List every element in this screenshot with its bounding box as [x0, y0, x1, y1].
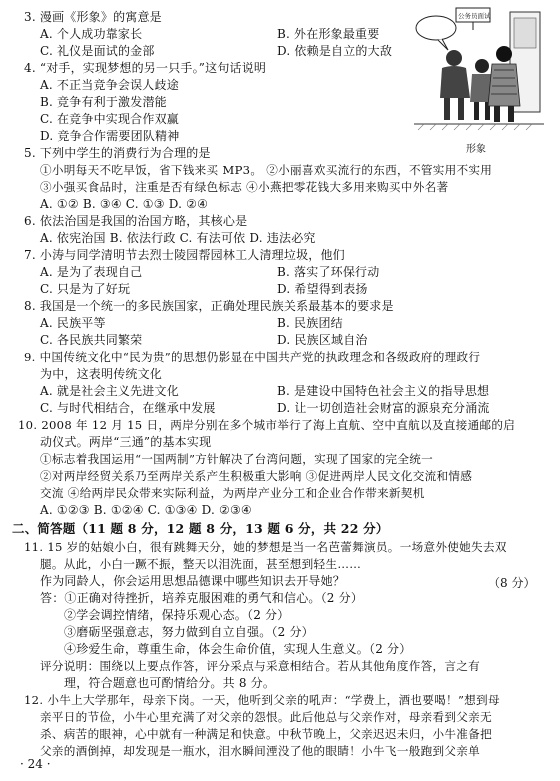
q8-option-a: A. 民族平等: [40, 316, 106, 330]
q4-option-d: D. 竞争合作需要团队精神: [40, 129, 180, 143]
q11-question: 作为同龄人，你会运用思想品德课中哪些知识去开导她？: [40, 574, 346, 588]
q4-stem: 4. “对手，实现梦想的另一只手。”这句话说明: [24, 61, 267, 75]
q12-text-4: 父亲的酒倒掉，却发现是一瓶水，泪水瞬间湮没了他的眼睛！小牛飞一般跑到父亲单: [40, 744, 481, 758]
q9-option-a: A. 就是社会主义先进文化: [40, 384, 179, 398]
q10-options: A. ①②③ B. ①②④ C. ①③④ D. ②③④: [40, 503, 252, 517]
cartoon-illustration: [414, 6, 544, 134]
q9-stem-2: 为中，这表明传统文化: [40, 367, 163, 381]
q5-options: A. ①② B. ③④ C. ①③ D. ②④: [40, 197, 209, 211]
q3-option-b: B. 外在形象最重要: [277, 27, 380, 41]
section-2-header: 二、简答题（11 题 8 分，12 题 8 分，13 题 6 分，共 22 分）: [12, 521, 389, 536]
q11-answer-3: ④珍爱生命，尊重生命，体会生命价值，实现人生意义。（2 分）: [64, 642, 412, 656]
q12-text-3: 杀、病苦的眼神，心中就有一种满足和快意。中秋节晚上，父亲迟迟未归，小牛准备把: [40, 727, 492, 741]
q11-scoring-note-1: 评分说明：围绕以上要点作答，评分采点与采意相结合。若从其他角度作答，言之有: [40, 659, 481, 673]
q12-text-1: 12. 小牛上大学那年，母亲下岗。一天，他听到父亲的吼声：“学费上，酒也要喝！”想到母: [24, 693, 500, 707]
q4-option-c: C. 在竞争中实现合作双赢: [40, 112, 179, 126]
q5-line-2: ③小强买食品时，注重是否有绿色标志 ④小燕把零花钱大多用来购买中外名著: [40, 180, 449, 194]
q3-option-d: D. 依赖是自立的大敌: [277, 44, 393, 58]
q11-text-1: 11. 15 岁的姑娘小白，很有跳舞天分，她的梦想是当一名芭蕾舞演员。一场意外使她失去双: [24, 540, 507, 554]
q9-stem-1: 9. 中国传统文化中“民为贵”的思想仍影显在中国共产党的执政理念和各级政府的理政行: [24, 350, 481, 364]
q10-stem-2: 动仪式。两岸“三通”的基本实现: [40, 435, 212, 449]
q7-option-d: D. 希望得到表扬: [277, 282, 368, 296]
q3-stem: 3. 漫画《形象》的寓意是: [24, 10, 162, 24]
q11-answer-2: ③磨砺坚强意志，努力做到自立自强。（2 分）: [64, 625, 314, 639]
q8-option-b: B. 民族团结: [277, 316, 343, 330]
q8-stem: 8. 我国是一个统一的多民族国家，正确处理民族关系最基本的要求是: [24, 299, 394, 313]
page-number: · 24 ·: [20, 757, 51, 771]
q3-option-a: A. 个人成功靠家长: [40, 27, 143, 41]
q11-scoring-note-2: 理，符合题意也可酌情给分。共 8 分。: [64, 676, 276, 690]
q8-option-d: D. 民族区域自治: [277, 333, 368, 347]
q9-option-d: D. 让一切创造社会财富的源泉充分涌流: [277, 401, 490, 415]
q7-option-c: C. 只是为了好玩: [40, 282, 131, 296]
q7-option-a: A. 是为了表现自己: [40, 265, 143, 279]
q7-option-b: B. 落实了环保行动: [277, 265, 380, 279]
q6-stem: 6. 依法治国是我国的治国方略，其核心是: [24, 214, 248, 228]
q3-option-c: C. 礼仪是面试的金部: [40, 44, 155, 58]
q5-line-1: ①小明每天不吃早饭，省下钱来买 MP3。 ②小丽喜欢买流行的东西，不管实用不实用: [40, 163, 493, 177]
q7-stem: 7. 小涛与同学清明节去烈士陵园帮园林工人清理垃圾，他们: [24, 248, 345, 262]
q9-option-c: C. 与时代相结合，在继承中发展: [40, 401, 216, 415]
q4-option-a: A. 不正当竞争会误人歧途: [40, 78, 179, 92]
q9-option-b: B. 是建设中国特色社会主义的指导思想: [277, 384, 490, 398]
q12-text-2: 亲平日的节俭，小牛心里充满了对父亲的怨恨。此后他总与父亲作对，母亲看到父亲无: [40, 710, 492, 724]
q11-answer-0: 答：①正确对待挫折，培养克服困难的勇气和信心。（2 分）: [40, 591, 364, 605]
q4-option-b: B. 竞争有利于激发潜能: [40, 95, 167, 109]
sign-text: 公务员面试: [458, 12, 491, 20]
q10-stem-1: 10. 2008 年 12 月 15 日，两岸分别在多个城市举行了海上直航、空中直航以及直接通邮的启: [18, 418, 516, 432]
q11-answer-1: ②学会调控情绪，保持乐观心态。（2 分）: [64, 608, 290, 622]
q10-line-1: ①标志着我国运用“一国两制”方针解决了台湾问题，实现了国家的完全统一: [40, 452, 434, 466]
q10-line-2: ②对两岸经贸关系乃至两岸关系产生积极重大影响 ③促进两岸人民文化交流和情感: [40, 469, 473, 483]
q6-options: A. 依宪治国 B. 依法行政 C. 有法可依 D. 违法必究: [40, 231, 316, 245]
q8-option-c: C. 各民族共同繁荣: [40, 333, 143, 347]
q11-score: （8 分）: [488, 576, 536, 590]
q5-stem: 5. 下列中学生的消费行为合理的是: [24, 146, 211, 160]
q10-line-3: 交流 ④给两岸民众带来实际利益，为两岸产业分工和企业合作带来新契机: [40, 486, 425, 500]
figure-caption: 形象: [466, 144, 486, 155]
cartoon-figure: [414, 6, 544, 134]
q11-text-2: 腿。从此，小白一蹶不振，整天以泪洗面，甚至想到轻生……: [40, 557, 362, 571]
